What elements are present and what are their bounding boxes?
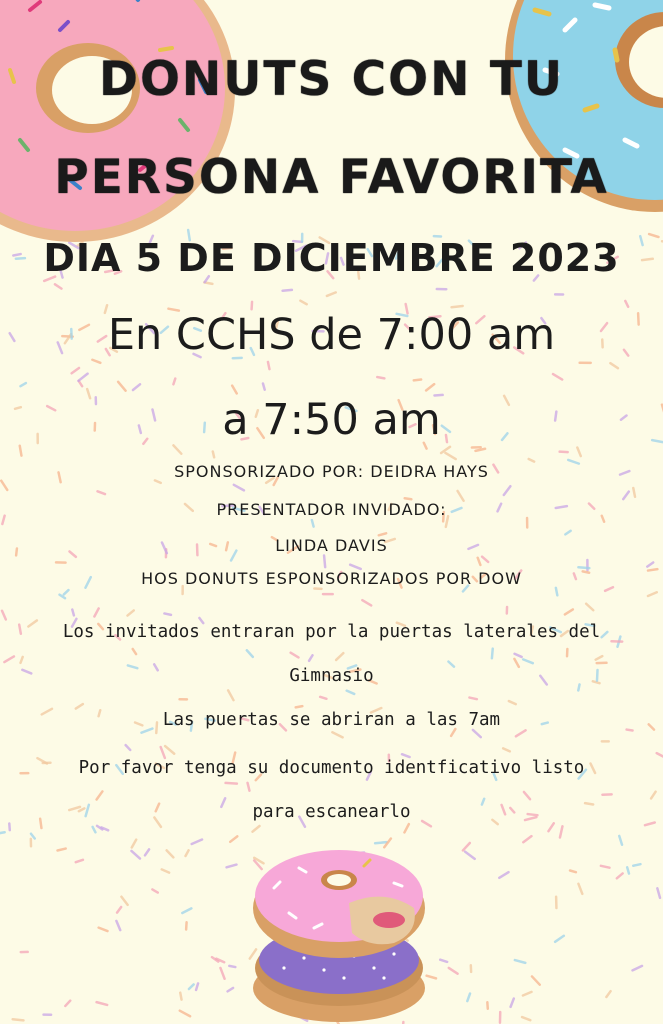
pink-donut-image	[0, 0, 240, 250]
presenter-label: PRESENTADOR INVIDADO:	[216, 500, 447, 519]
event-time-line1: En CCHS de 7:00 am	[107, 310, 556, 360]
donuts-sponsor-text: HOS DONUTS ESPONSORIZADOS POR DOW	[141, 569, 522, 588]
event-time-line2: a 7:50 am	[222, 395, 441, 445]
info-line-2: Gimnasio	[289, 666, 374, 686]
info-line-1: Los invitados entraran por la puertas laterales del	[62, 622, 601, 642]
stacked-donuts-image	[244, 828, 434, 1024]
flyer-title-line1: DONUTS CON TU	[98, 52, 565, 107]
info-line-3: Las puertas se abriran a las 7am	[162, 710, 501, 730]
event-date: DIA 5 DE DICIEMBRE 2023	[43, 236, 620, 280]
info-line-4: Por favor tenga su documento identficativo listo	[78, 758, 585, 778]
flyer-title-line2: PERSONA FAVORITA	[54, 150, 609, 205]
sponsor-text: SPONSORIZADO POR: DEIDRA HAYS	[174, 462, 489, 481]
info-line-5: para escanearlo	[252, 802, 411, 822]
presenter-name: LINDA DAVIS	[275, 536, 388, 555]
